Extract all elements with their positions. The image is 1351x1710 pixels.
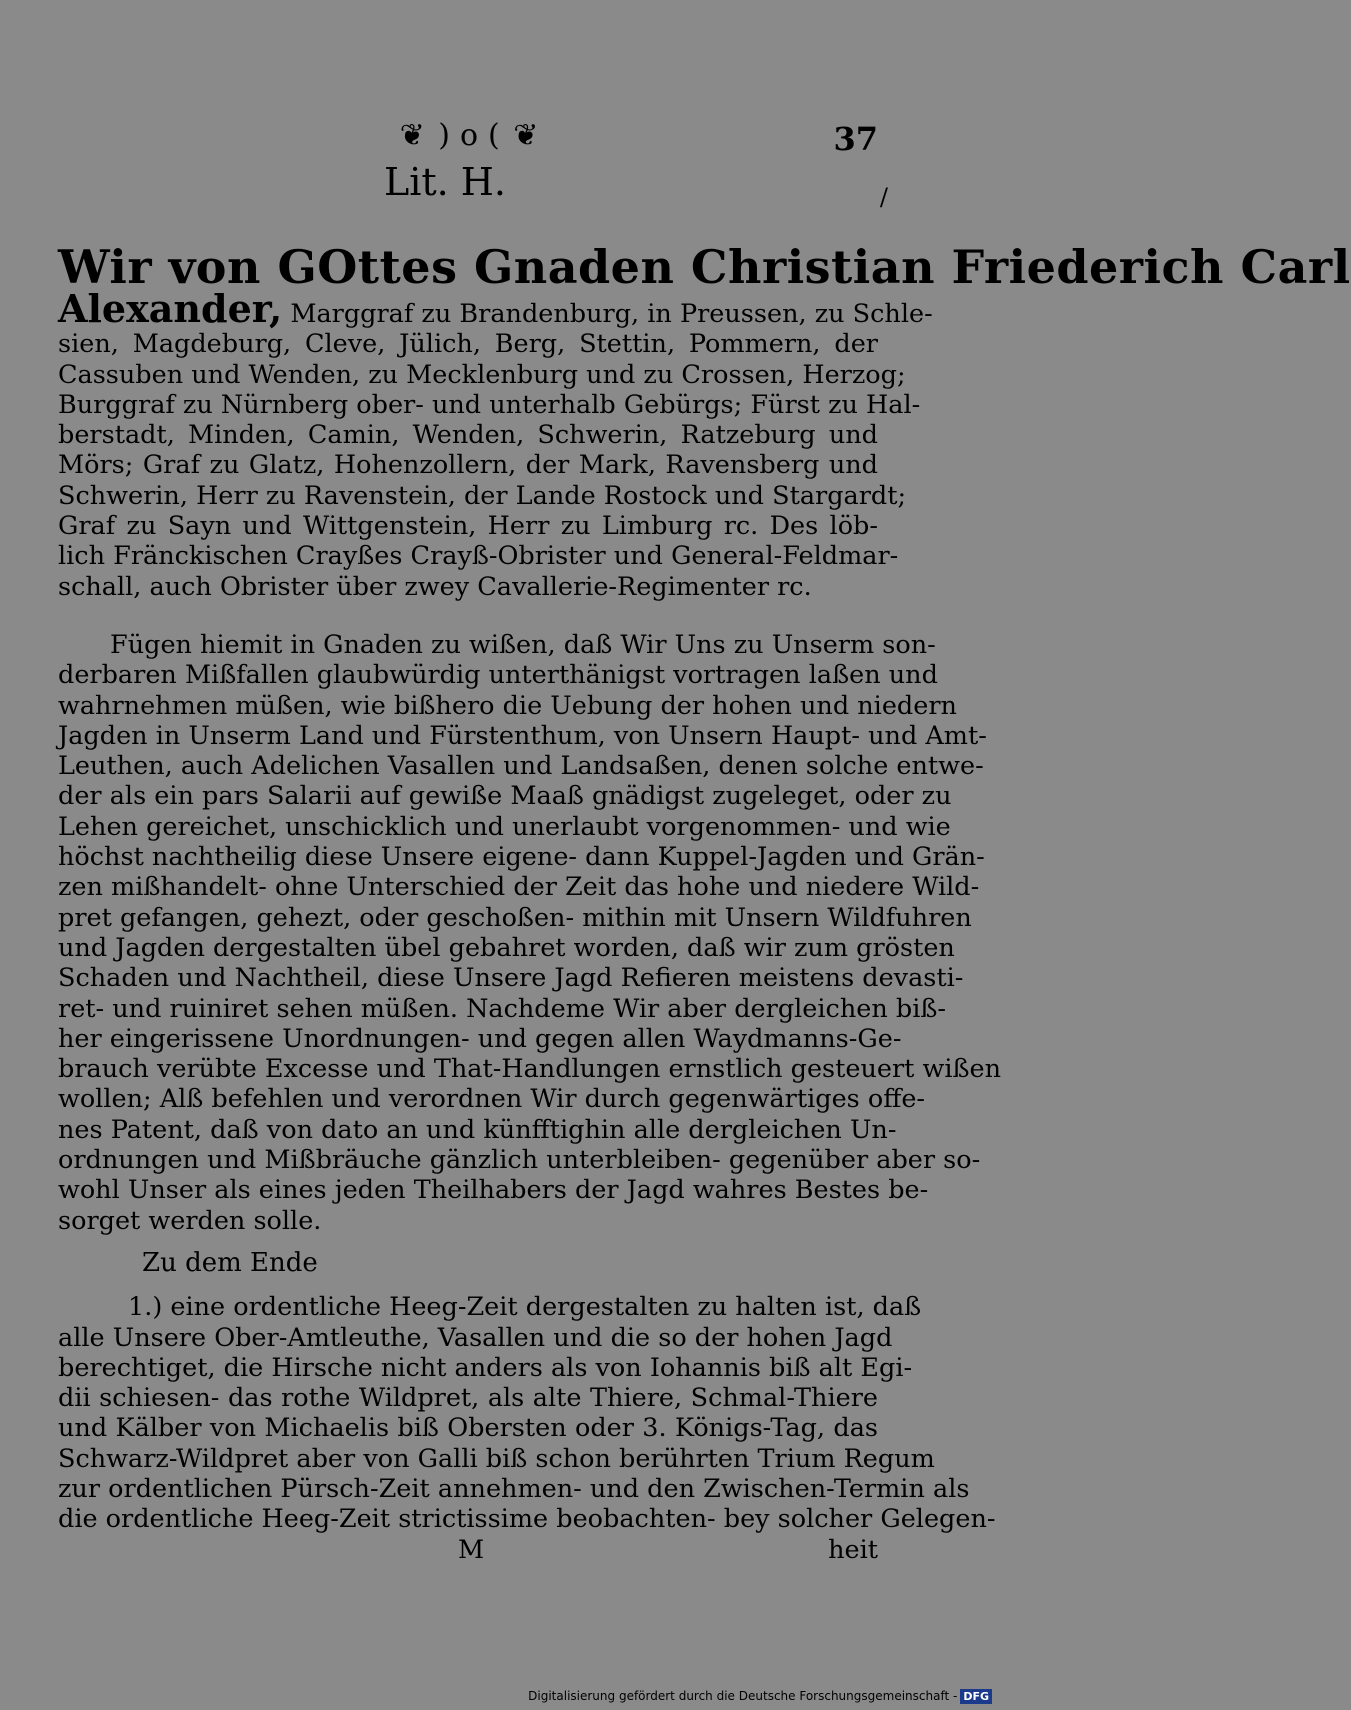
decree-line: sien, Magdeburg, Cleve, Jülich, Berg, Stettin, Pommern, der bbox=[58, 329, 878, 360]
lit-title: Lit. H. bbox=[383, 160, 507, 204]
paragraph-line: sorget werden solle. bbox=[58, 1205, 322, 1236]
decree-line: Graf zu Sayn und Wittgenstein, Herr zu Limburg rc. Des löb- bbox=[58, 511, 878, 542]
decree-line: schall, auch Obrister über zwey Cavallerie-Regimenter rc. bbox=[58, 571, 812, 602]
paragraph-line: ret- und ruiniret sehen müßen. Nachdeme Wir aber dergleichen biß- bbox=[58, 993, 947, 1024]
paragraph-line: und Kälber von Michaelis biß Obersten oder 3. Königs-Tag, das bbox=[58, 1413, 878, 1444]
paragraph-line: pret gefangen, gehezt, oder geschoßen- mithin mit Unsern Wildfuhren bbox=[58, 902, 972, 933]
paragraph-line: wohl Unser als eines jeden Theilhabers der Jagd wahres Bestes be- bbox=[58, 1175, 929, 1206]
paragraph-line: der als ein pars Salarii auf gewiße Maaß gnädigst zugeleget, oder zu bbox=[58, 781, 952, 812]
margin-mark: ∕ bbox=[879, 183, 888, 211]
decree-line: lich Fränckischen Crayßes Crayß-Obrister und General-Feldmar- bbox=[58, 541, 899, 572]
numbered-paragraph-line: 1.) eine ordentliche Heeg-Zeit dergestalten zu halten ist, daß bbox=[128, 1292, 922, 1323]
header-ornament: ❦ ) o ( ❦ bbox=[399, 118, 541, 153]
paragraph-line: dii schiesen- das rothe Wildpret, als alte Thiere, Schmal-Thiere bbox=[58, 1383, 878, 1414]
signature-mark: M bbox=[458, 1534, 485, 1565]
paragraph-line: nes Patent, daß von dato an und künfftighin alle dergleichen Un- bbox=[58, 1114, 897, 1145]
decree-name-bold: Alexander, bbox=[58, 286, 283, 331]
paragraph-line: berechtiget, die Hirsche nicht anders als von Iohannis biß alt Egi- bbox=[58, 1352, 913, 1383]
decree-line: Cassuben und Wenden, zu Mecklenburg und zu Crossen, Herzog; bbox=[58, 359, 906, 390]
paragraph-line: Schaden und Nachtheil, diese Unsere Jagd Refieren meistens devasti- bbox=[58, 963, 964, 994]
paragraph-line: brauch verübte Excesse und That-Handlungen ernstlich gesteuert wißen bbox=[58, 1054, 1002, 1085]
paragraph-line: höchst nachtheilig diese Unsere eigene- dann Kuppel-Jagden und Grän- bbox=[58, 842, 985, 873]
catchword: heit bbox=[828, 1534, 878, 1565]
page-footer-line bbox=[58, 1535, 878, 1565]
paragraph-line: Lehen gereichet, unschicklich und unerlaubt vorgenommen- und wie bbox=[58, 811, 951, 842]
credit-text: Digitalisierung gefördert durch die Deutsche Forschungsgemeinschaft - bbox=[528, 1689, 958, 1703]
page-header bbox=[0, 118, 1000, 158]
paragraph-line: Jagden in Unserm Land und Fürstenthum, von Unsern Haupt- und Amt- bbox=[58, 720, 987, 751]
paragraph-line: Fügen hiemit in Gnaden zu wißen, daß Wir Uns zu Unserm son- bbox=[110, 629, 936, 660]
page-number: 37 bbox=[833, 120, 878, 158]
decree-line: Mörs; Graf zu Glatz, Hohenzollern, der Mark, Ravensberg und bbox=[58, 450, 878, 481]
decree-line: Burggraf zu Nürnberg ober- und unterhalb Gebürgs; Fürst zu Hal- bbox=[58, 389, 921, 420]
paragraph-line: zen mißhandelt- ohne Unterschied der Zeit das hohe und niedere Wild- bbox=[58, 872, 980, 903]
paragraph-line: alle Unsere Ober-Amtleuthe, Vasallen und die so der hohen Jagd bbox=[58, 1322, 893, 1353]
paragraph-line: Schwarz-Wildpret aber von Galli biß schon berührten Trium Regum bbox=[58, 1443, 935, 1474]
paragraph-line: und Jagden dergestalten übel gebahret worden, daß wir zum grösten bbox=[58, 932, 955, 963]
subheading: Zu dem Ende bbox=[142, 1247, 318, 1278]
decree-headline: Wir von GOttes Gnaden Christian Friederich Carl bbox=[58, 240, 1351, 294]
paragraph-line: Leuthen, auch Adelichen Vasallen und Landsaßen, denen solche entwe- bbox=[58, 751, 984, 782]
paragraph-line: her eingerissene Unordnungen- und gegen allen Waydmanns-Ge- bbox=[58, 1023, 902, 1054]
decree-title-line bbox=[58, 286, 933, 331]
dfg-logo: DFG bbox=[960, 1689, 992, 1704]
decree-line: berstadt, Minden, Camin, Wenden, Schwerin, Ratzeburg und bbox=[58, 420, 878, 451]
paragraph-line: wollen; Alß befehlen und verordnen Wir durch gegenwärtiges offe- bbox=[58, 1084, 926, 1115]
section-title bbox=[0, 160, 1000, 204]
paragraph-line: die ordentliche Heeg-Zeit strictissime beobachten- bey solcher Gelegen- bbox=[58, 1504, 996, 1535]
page-body bbox=[58, 240, 1351, 1565]
paragraph-line: derbaren Mißfallen glaubwürdig unterthänigst vortragen laßen und bbox=[58, 660, 938, 691]
paragraph-line: zur ordentlichen Pürsch-Zeit annehmen- und den Zwischen-Termin als bbox=[58, 1473, 970, 1504]
digitization-credit bbox=[528, 1689, 992, 1704]
paragraph-line: wahrnehmen müßen, wie bißhero die Uebung der hohen und niedern bbox=[58, 690, 957, 721]
decree-title-rest: Marggraf zu Brandenburg, in Preussen, zu Schle- bbox=[290, 299, 933, 329]
decree-line: Schwerin, Herr zu Ravenstein, der Lande Rostock und Stargardt; bbox=[58, 480, 907, 511]
paragraph-line: ordnungen und Mißbräuche gänzlich unterbleiben- gegenüber aber so- bbox=[58, 1145, 981, 1176]
